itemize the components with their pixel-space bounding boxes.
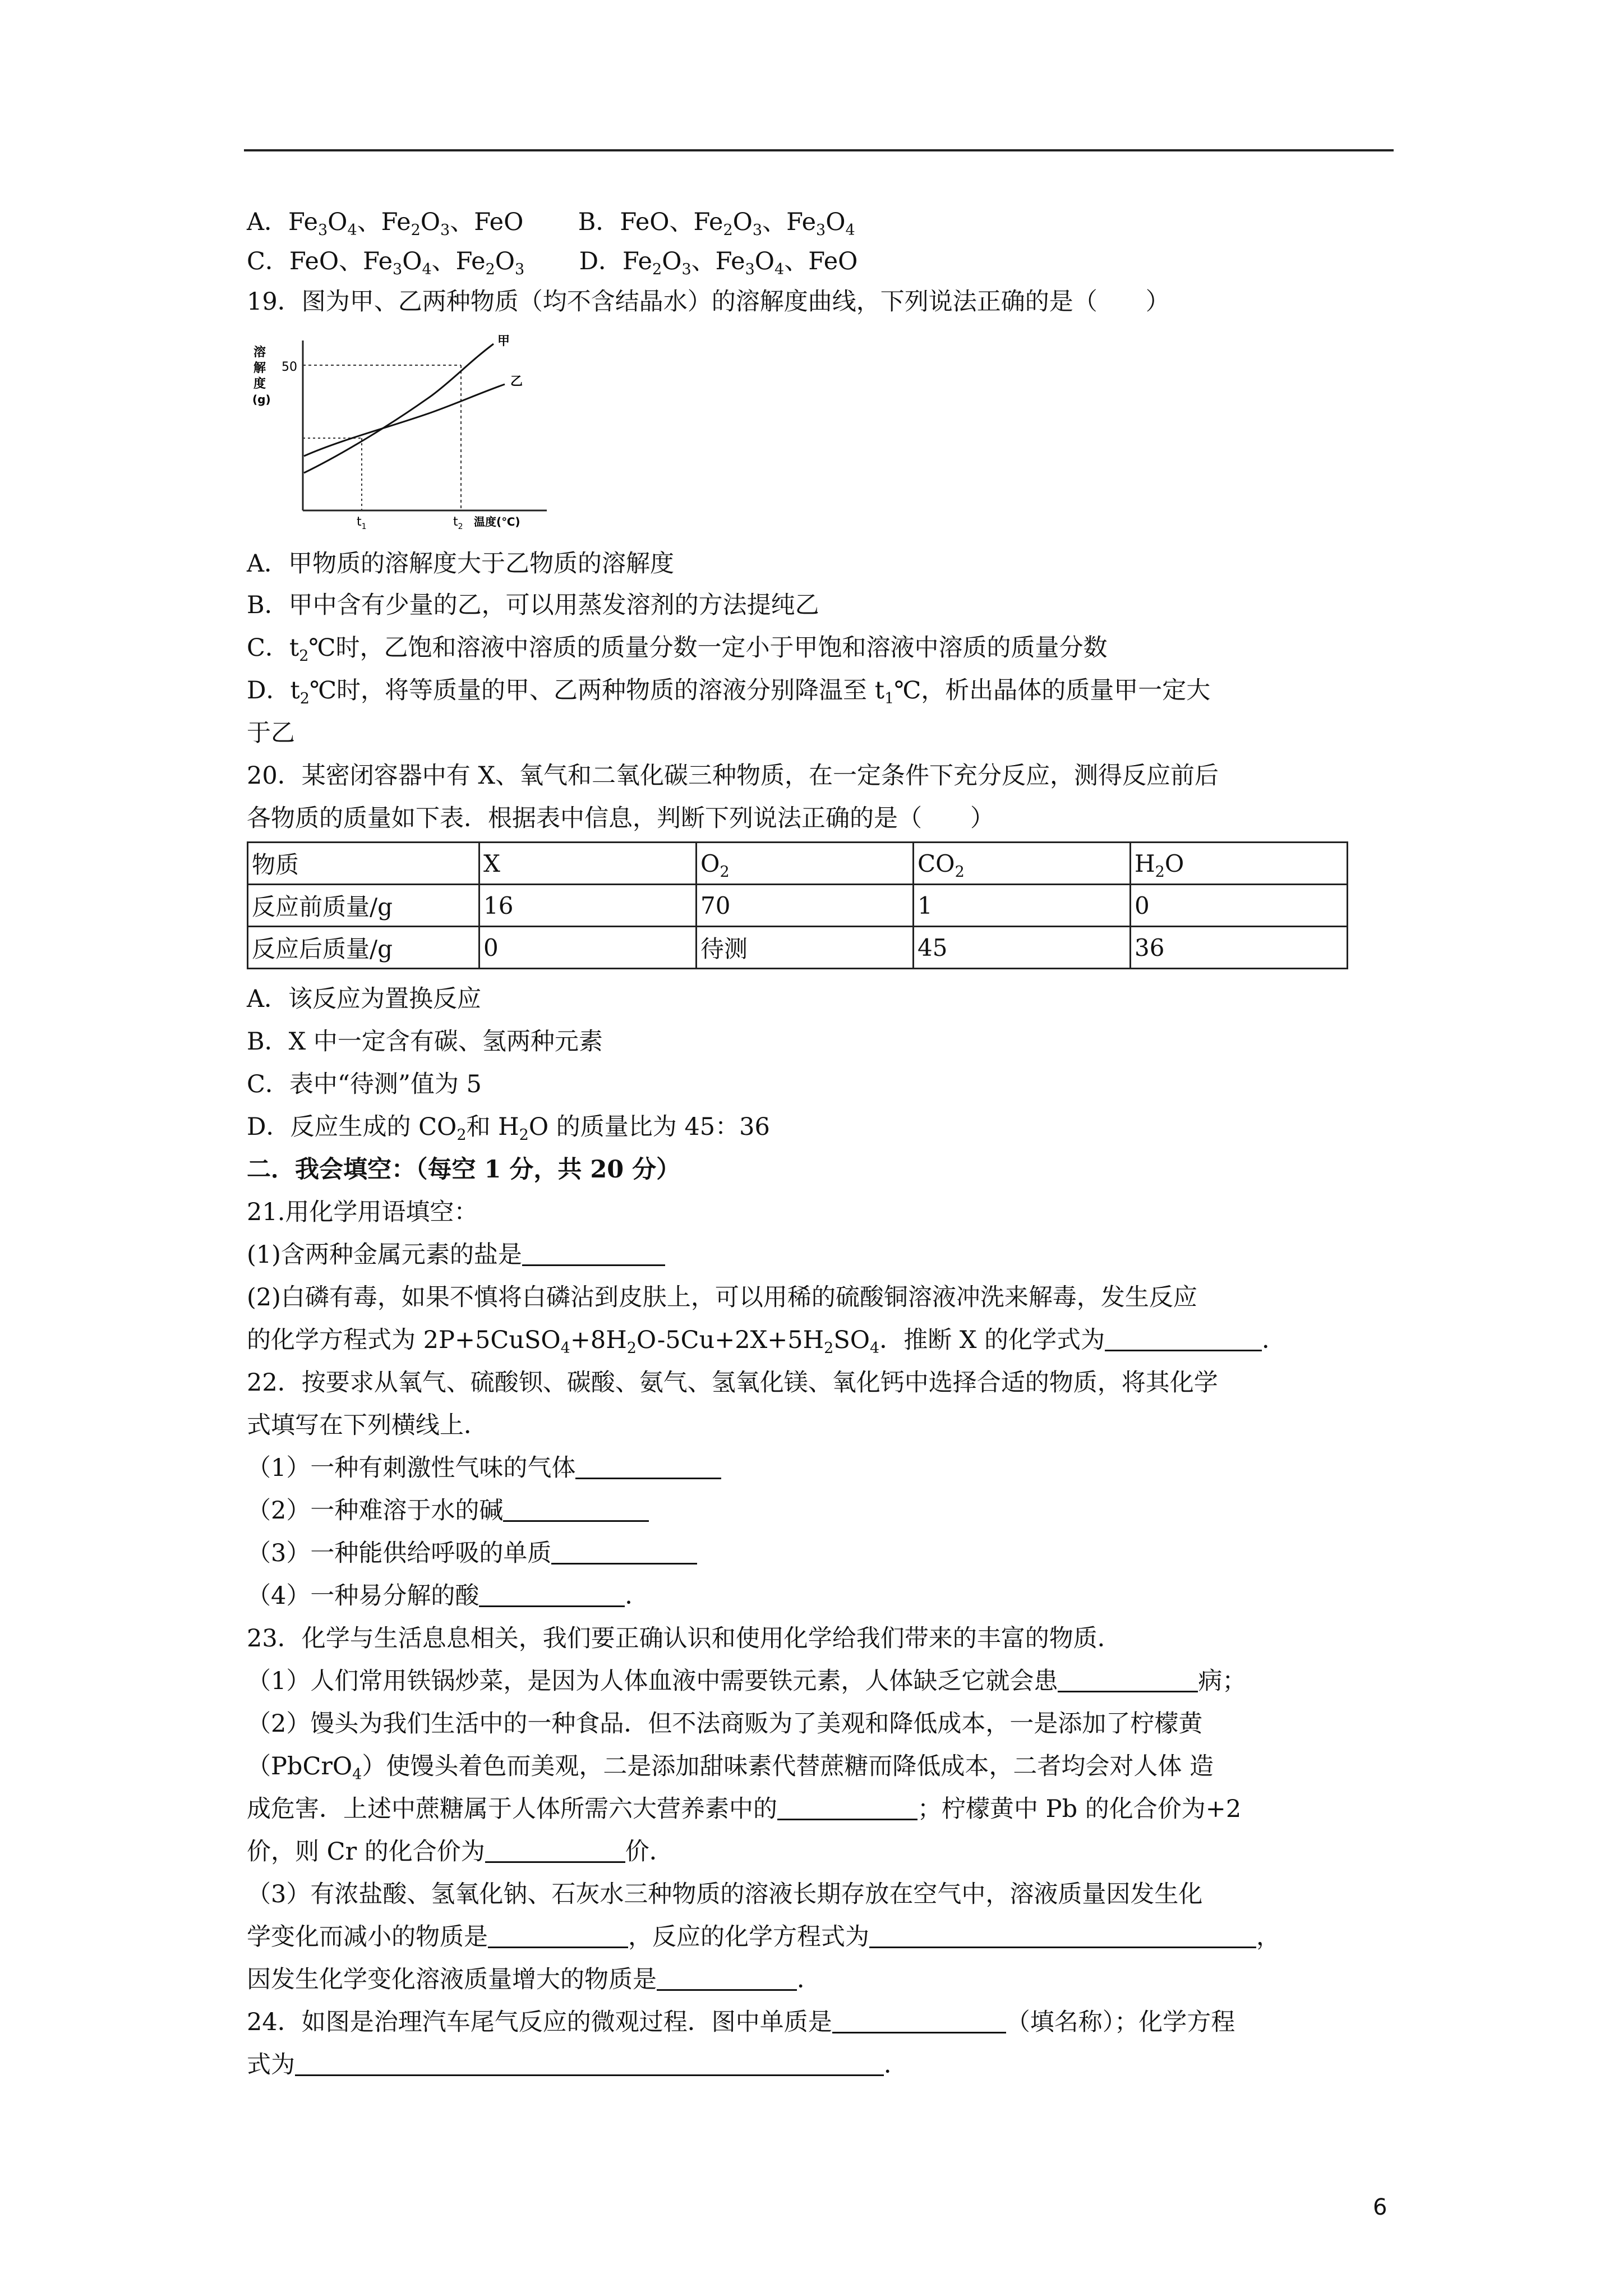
q23-stem: 23．化学与生活息息相关，我们要正确认识和使用化学给我们带来的丰富的物质．	[247, 1625, 1122, 1653]
answer-blank[interactable]	[1058, 1666, 1198, 1692]
q19-option-b: B．甲中含有少量的乙，可以用蒸发溶剂的方法提纯乙	[247, 591, 819, 619]
table-cell: 36	[1131, 927, 1348, 969]
q19-stem: 19．图为甲、乙两种物质（均不含结晶水）的溶解度曲线，下列说法正确的是（ ）	[247, 288, 1170, 316]
table-cell: 1	[914, 885, 1131, 927]
q20-option-d: D．反应生成的 $CO_2$和 $H_2O$ 的质量比为 45：36	[247, 1113, 770, 1144]
table-header-row	[248, 843, 1348, 885]
q20-option-c: C．表中“待测”值为 5	[247, 1070, 482, 1098]
q23-part2-line1: （2）馒头为我们生活中的一种食品．但不法商贩为了美观和降低成本，一是添加了柠檬黄	[247, 1710, 1203, 1738]
answer-blank[interactable]	[479, 1581, 625, 1607]
table-cell: 0	[1131, 885, 1348, 927]
q20-option-b: B．X 中一定含有碳、氢两种元素	[247, 1028, 603, 1056]
q23-part3-line3: 因发生化学变化溶液质量增大的物质是 ．	[247, 1966, 821, 1994]
answer-blank[interactable]	[522, 1240, 665, 1266]
q22-part2: （2）一种难溶于水的碱	[247, 1494, 649, 1527]
header-rule	[244, 149, 1394, 151]
table-cell: 16	[479, 885, 697, 927]
table-row	[248, 927, 1348, 969]
q19-option-c: C．$t_2℃$时，乙饱和溶液中溶质的质量分数一定小于甲饱和溶液中溶质的质量分数	[247, 634, 1108, 665]
answer-blank[interactable]	[1105, 1325, 1262, 1351]
solubility-curve-figure	[247, 328, 550, 539]
q18-option-a: A．$Fe_3O_4$、$Fe_2O_3$、FeO	[247, 208, 524, 239]
table-cell: X	[479, 843, 697, 885]
q21-stem: 21.用化学用语填空：	[247, 1198, 478, 1226]
q24-line2: 式为 ．	[247, 2051, 908, 2079]
table-cell: 物质	[248, 843, 479, 885]
q22-stem-line1: 22．按要求从氧气、硫酸钡、碳酸、氨气、氢氧化镁、氧化钙中选择合适的物质，将其化学	[247, 1369, 1218, 1397]
table-cell: 45	[914, 927, 1131, 969]
q23-part2-line3: 成危害．上述中蔗糖属于人体所需六大营养素中的 ；柠檬黄中 Pb 的化合价为+2	[247, 1795, 1242, 1823]
q20-mass-table	[247, 841, 1348, 969]
q19-option-d: D．$t_2℃$时，将等质量的甲、乙两种物质的溶液分别降温至 $t_1℃$，析出晶体的质量甲一定大	[247, 677, 1211, 707]
q18-option-c: C．FeO、$Fe_3O_4$、$Fe_2O_3$	[247, 247, 525, 278]
table-cell: $CO_2$	[914, 843, 1131, 885]
answer-blank[interactable]	[485, 1837, 625, 1863]
q18-option-d: D．$Fe_2O_3$、$Fe_3O_4$、FeO	[579, 247, 858, 278]
x-tick-t1: $t_1$	[357, 515, 367, 531]
q20-stem-line2: 各物质的质量如下表．根据表中信息，判断下列说法正确的是（ ）	[247, 804, 994, 832]
table-cell: $O_2$	[697, 843, 914, 885]
q21-part2-line1: (2)白磷有毒，如果不慎将白磷沾到皮肤上，可以用稀的硫酸铜溶液冲洗来解毒，发生反应	[247, 1283, 1197, 1312]
table-cell: 70	[697, 885, 914, 927]
table-cell: 待测	[697, 927, 914, 969]
table-cell: 反应前质量/g	[248, 885, 479, 927]
y-axis-label-2: 解	[253, 361, 266, 375]
y-axis-label-3: 度	[253, 377, 266, 391]
series-label-yi: 乙	[510, 375, 523, 389]
q23-part3-line1: （3）有浓盐酸、氢氧化钠、石灰水三种物质的溶液长期存放在空气中，溶液质量因发生化	[247, 1880, 1203, 1908]
q22-part3: （3）一种能供给呼吸的单质	[247, 1536, 697, 1570]
answer-blank[interactable]	[488, 1922, 628, 1948]
q18-option-line-ab	[247, 205, 855, 239]
q19-option-d-cont: 于乙	[247, 719, 295, 747]
y-axis-label-1: 溶	[253, 346, 266, 360]
table-cell: 0	[479, 927, 697, 969]
table-cell: $H_2O$	[1131, 843, 1348, 885]
answer-blank[interactable]	[295, 2050, 884, 2076]
answer-blank[interactable]	[777, 1794, 917, 1820]
q20-option-a: A．该反应为置换反应	[247, 985, 482, 1013]
q23-part1: （1）人们常用铁锅炒菜，是因为人体血液中需要铁元素，人体缺乏它就会患 病；	[247, 1667, 1247, 1695]
table-row	[248, 885, 1348, 927]
answer-blank[interactable]	[869, 1922, 1256, 1948]
q19-option-a: A．甲物质的溶解度大于乙物质的溶解度	[247, 550, 675, 578]
x-tick-t2: $t_2$	[453, 515, 463, 531]
answer-blank[interactable]	[832, 2007, 1006, 2033]
answer-blank[interactable]	[657, 1964, 797, 1991]
table-cell: 反应后质量/g	[248, 927, 479, 969]
answer-blank[interactable]	[575, 1453, 721, 1479]
y-tick-50: 50	[282, 360, 297, 374]
q21-part2-line2: 的化学方程式为 $2P+5CuSO_4+8H_2O-5Cu+2X+5H_2SO_4$．推断 X 的化学式为 ．	[247, 1326, 1287, 1357]
q18-option-line-cd	[247, 245, 857, 278]
q22-part4: （4）一种易分解的酸 ．	[247, 1582, 649, 1610]
q22-stem-line2: 式填写在下列横线上．	[247, 1411, 488, 1439]
q23-part3-line2: 学变化而减小的物质是 ，反应的化学方程式为 ，	[247, 1923, 1280, 1951]
x-axis-label: 温度(℃)	[474, 515, 520, 528]
section-heading: 二．我会填空：（每空 1 分，共 20 分）	[247, 1156, 681, 1184]
q24-line1: 24．如图是治理汽车尾气反应的微观过程．图中单质是 （填名称）；化学方程	[247, 2008, 1235, 2036]
q23-part2-line4: 价，则 Cr 的化合价为 价．	[247, 1838, 674, 1866]
page-number: 6	[1373, 2194, 1387, 2220]
q23-part2-line2: （PbCrO$_4$）使馒头着色而美观，二是添加甜味素代替蔗糖而降低成本，二者均会对人体 造	[247, 1752, 1214, 1783]
y-axis-label-4: (g)	[252, 393, 271, 406]
q21-part1: (1)含两种金属元素的盐是	[247, 1238, 665, 1272]
q18-option-b: B．FeO、$Fe_2O_3$、$Fe_3O_4$	[578, 208, 855, 239]
q22-part1: （1）一种有刺激性气味的气体	[247, 1451, 721, 1485]
q20-stem-line1: 20．某密闭容器中有 X、氧气和二氧化碳三种物质，在一定条件下充分反应，测得反应前后	[247, 762, 1219, 790]
answer-blank[interactable]	[551, 1538, 697, 1565]
answer-blank[interactable]	[503, 1496, 649, 1522]
series-label-jia: 甲	[497, 334, 510, 348]
